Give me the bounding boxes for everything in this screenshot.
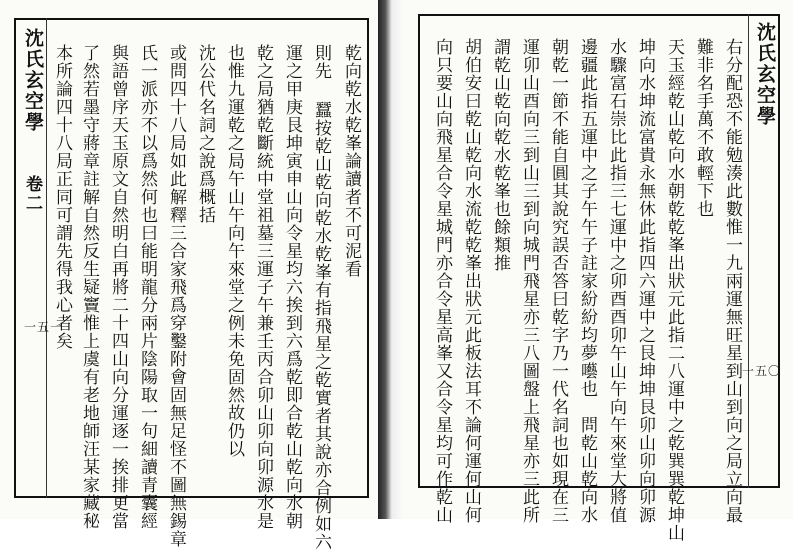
- right-col-10: 胡伯安曰乾山乾向水流乾乾峯出狀元此板法耳不論何運何山何: [461, 38, 481, 524]
- left-col-8: 氏一派亦不以爲然何也曰能明龍分兩片陰陽取一句細讀青囊經: [137, 44, 157, 530]
- right-col-6: 邊疆此指五運中之子午午子註家紛紛均夢囈也 問乾山乾向水: [577, 38, 597, 524]
- right-col-2: 難非名手萬不敢輕下也: [693, 38, 713, 218]
- right-col-9: 謂乾山乾向乾水乾峯也餘類推: [490, 38, 510, 272]
- right-head-divider: [748, 14, 749, 488]
- right-col-8: 運卯山酉向三到山三到向城門飛星亦三八圖盤上飛星亦三此所: [519, 38, 539, 524]
- right-col-7: 朝乾一節不能自圓其說究誤否答曰乾字乃一代名詞也如現在三: [548, 38, 568, 524]
- right-running-head: 沈氏玄空學: [754, 22, 776, 127]
- right-col-4: 坤向水坤流富貴永無休此指四六運中之艮坤坤艮卯山卯向卯源: [635, 38, 655, 524]
- right-page-number: 一五〇: [742, 364, 782, 378]
- left-col-2: 則先 蠶按乾山乾向乾水乾峯有指飛星之乾實者其說亦合例如六: [311, 44, 331, 551]
- left-volume-label: 卷二: [22, 175, 42, 213]
- left-col-5: 也惟九運乾之局午山午向午來堂之例未免固然故仍以: [224, 44, 244, 458]
- book-gutter: [378, 0, 403, 519]
- right-col-11: 向只要山向飛星合令星城門亦合令星高峯又合令星均可作乾山: [432, 38, 452, 524]
- left-col-3: 運之甲庚艮坤寅申山向令星均六挨到六爲乾即合乾山乾向水朝: [282, 44, 302, 530]
- right-col-5: 水驟富石崇比此指三七運中之卯酉酉卯午山午向午來堂大將值: [606, 38, 626, 524]
- left-head-divider: [46, 18, 47, 498]
- left-col-10: 了然若墨守蔣章註解自然反生疑竇惟上虞有老地師汪某家藏秘: [79, 44, 99, 530]
- left-col-7: 或問四十八局如此解釋三合家飛爲穿鑿附會固無足怪不圖無錫章: [166, 44, 186, 548]
- left-col-9: 與語曾序天玉原文自然明白再將二十四山向分運逐一挨排更當: [108, 44, 128, 530]
- left-col-6: 沈公代名詞之說爲概括: [195, 44, 215, 224]
- left-col-4: 乾之局猶乾斷統中堂祖墓三運子午兼壬丙合卯山卯向卯源水是: [253, 44, 273, 530]
- left-page-number: 一五一: [24, 320, 64, 334]
- left-col-11: 本所論四十八局正同可謂先得我心者矣: [52, 44, 72, 350]
- left-col-1: 乾向乾水乾峯論讀者不可泥看: [341, 44, 361, 278]
- right-col-1: 右分配恐不能勉湊此數惟一九兩運無旺星到山到向之局立向最: [722, 38, 742, 524]
- left-running-head: 沈氏玄空學: [22, 28, 44, 133]
- right-col-3: 天玉經乾山乾向水朝乾乾峯出狀元此指二八運中之乾巽巽乾坤山: [664, 38, 684, 542]
